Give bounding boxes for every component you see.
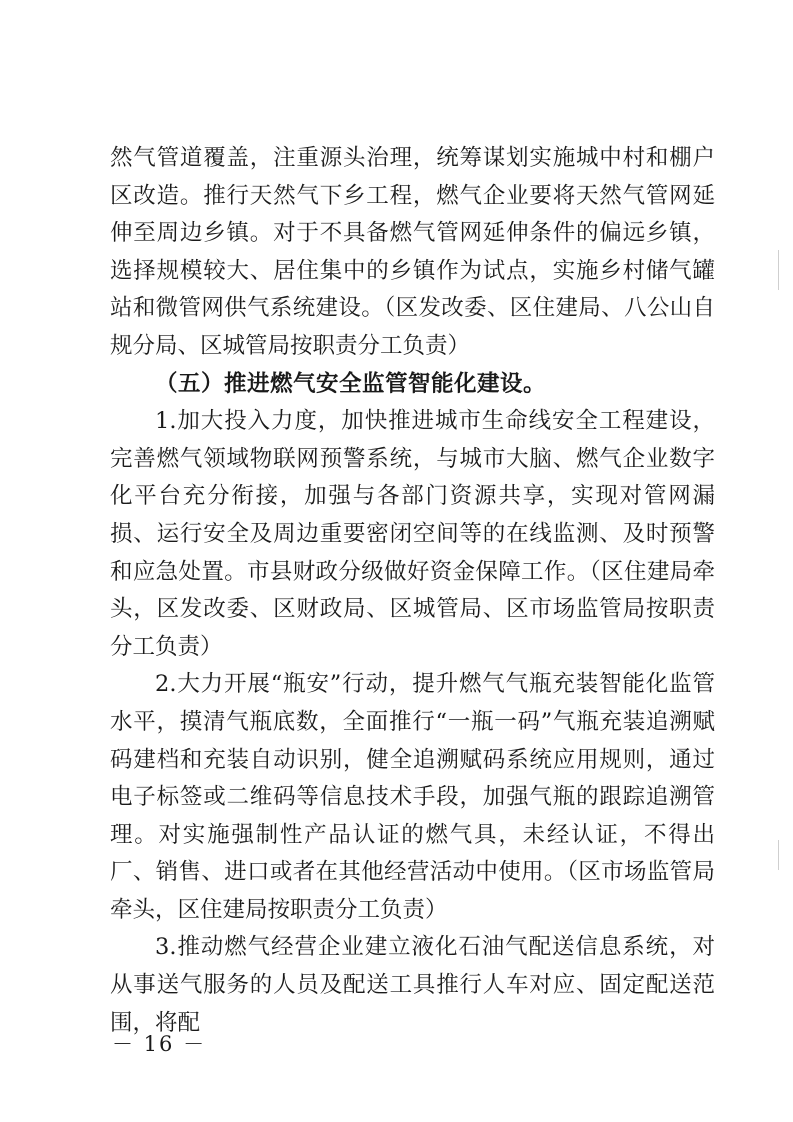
page-number: － 16 － [112,1032,207,1056]
paragraph-item-1: 1.加大投入力度，加快推进城市生命线安全工程建设，完善燃气领域物联网预警系统，与城市大脑、燃气企业数字化平台充分衔接，加强与各部门资源共享，实现对管网漏损、运行安全及周边重要密闭空间等的在线监测、及时预警和应急处置。市县财政分级做好资金保障工作。（区住建局牵头，区发改委、区财政局、区城管局、区市场监管局按职责分工负责） [110,408,715,660]
scan-edge-mark [778,840,779,870]
paragraph-gas-pipeline-coverage: 然气管道覆盖，注重源头治理，统筹谋划实施城中村和棚户区改造。推行天然气下乡工程，燃气企业要将天然气管网延伸至周边乡镇。对于不具备燃气管网延伸条件的偏远乡镇，选择规模较大、居住集中的乡镇作为试点，实施乡村储气罐站和微管网供气系统建设。（区发改委、区住建局、八公山自规分局、区城管局按职责分工负责） [110,145,715,359]
paragraph-item-2: 2.大力开展“瓶安”行动，提升燃气气瓶充装智能化监管水平，摸清气瓶底数，全面推行“一瓶一码”气瓶充装追溯赋码建档和充装自动识别，健全追溯赋码系统应用规则，通过电子标签或二维码等信息技术手段，加强气瓶的跟踪追溯管理。对实施强制性产品认证的燃气具，未经认证，不得出厂、销售、进口或者在其他经营活动中使用。（区市场监管局牵头，区住建局按职责分工负责） [110,671,715,923]
document-body [110,140,715,1042]
paragraph-item-3: 3.推动燃气经营企业建立液化石油气配送信息系统，对从事送气服务的人员及配送工具推行人车对应、固定配送范围，将配 [110,934,715,1036]
section-heading-five: （五）推进燃气安全监管智能化建设。 [155,370,547,397]
scan-edge-mark [778,250,779,290]
